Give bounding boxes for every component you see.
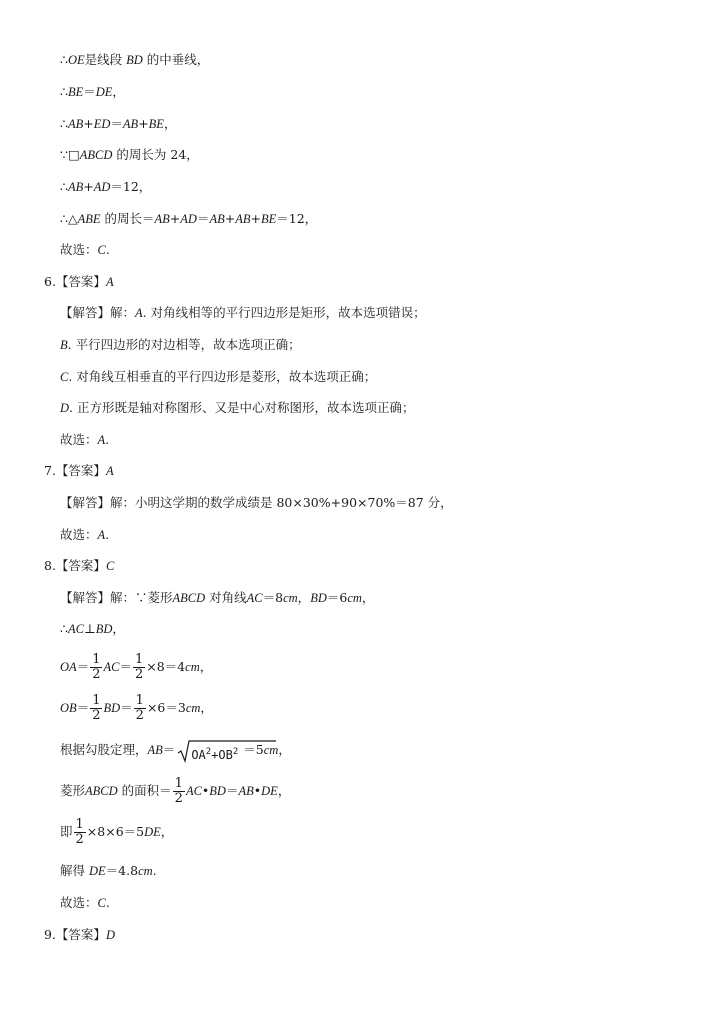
text-run: 【解答】解：小明这学期的数学成绩是 80×30%+90×70%＝87 分，	[60, 495, 453, 510]
math-var: AC	[246, 591, 263, 605]
question-answer-header	[44, 273, 114, 291]
math-var: cm	[263, 743, 279, 757]
text-run: 的周长＝	[104, 211, 155, 226]
math-var: C	[97, 896, 106, 910]
text-run: ＝	[162, 742, 176, 757]
math-var: AB	[147, 743, 163, 757]
fraction-denominator: 2	[134, 667, 144, 682]
fraction-numerator: 1	[135, 693, 144, 708]
square-root	[177, 739, 241, 763]
fraction-numerator: 1	[92, 693, 101, 708]
text-run: •	[253, 783, 262, 798]
text-line	[60, 693, 213, 723]
text-run: ，	[297, 590, 311, 605]
text-run: 故选：	[60, 432, 98, 447]
text-run: ＝4.8	[105, 863, 139, 878]
text-run: ，	[160, 824, 174, 839]
text-line	[60, 817, 173, 847]
text-line	[60, 494, 453, 512]
text-run: ∴	[60, 179, 68, 194]
text-line	[60, 336, 301, 354]
text-run: +	[83, 116, 94, 131]
text-line	[60, 894, 110, 912]
text-run: +	[250, 211, 261, 226]
text-run: +	[138, 116, 149, 131]
math-var: C	[97, 243, 106, 257]
text-run: ＝	[196, 211, 210, 226]
math-var: OB	[60, 701, 77, 715]
text-run: ∴	[60, 621, 68, 636]
math-var: A	[97, 528, 106, 542]
text-line	[60, 589, 374, 607]
math-var: AB	[238, 784, 254, 798]
text-run: ∴	[60, 116, 68, 131]
math-var: AB	[122, 117, 139, 131]
text-run: ，	[277, 783, 291, 798]
text-run: 是线段	[84, 52, 123, 67]
text-run: 解得	[60, 863, 86, 878]
fraction-numerator: 1	[92, 652, 101, 667]
text-line	[60, 178, 151, 196]
math-var: AB	[67, 180, 84, 194]
text-line	[60, 304, 426, 322]
math-var: DE	[144, 825, 161, 839]
text-run: .	[105, 242, 110, 257]
math-var: A	[135, 306, 143, 320]
math-var: A	[105, 464, 114, 478]
text-line	[60, 431, 109, 449]
math-var: AB	[235, 212, 251, 226]
text-run: 【解答】解：	[60, 305, 136, 320]
math-var: cm	[138, 864, 153, 878]
text-run: 的面积＝	[121, 783, 172, 798]
text-run: ＝	[119, 659, 132, 674]
fraction-denominator: 2	[92, 708, 101, 723]
text-line	[60, 51, 209, 69]
text-run: ＝	[120, 700, 133, 715]
text-run: +	[224, 211, 236, 226]
text-line	[60, 776, 290, 806]
math-var: AB	[154, 212, 170, 226]
text-run: ，	[199, 659, 213, 674]
text-run: 故选：	[60, 242, 98, 257]
text-run: ，	[278, 742, 291, 757]
math-var: AB	[209, 212, 225, 226]
text-run: +	[169, 211, 181, 226]
math-var: A	[105, 275, 114, 289]
text-run: ＝	[110, 116, 123, 131]
question-answer-header	[44, 557, 114, 575]
text-run: ×8＝4	[146, 659, 186, 674]
text-run: .	[105, 432, 110, 447]
fraction	[74, 818, 86, 847]
text-run: ＝12，	[276, 211, 318, 226]
text-line	[60, 241, 110, 259]
text-run: ，	[112, 84, 125, 99]
math-var: AD	[93, 180, 111, 194]
text-run: 9.【答案】	[44, 927, 106, 942]
fraction-numerator: 1	[174, 776, 183, 791]
text-run: ∵□	[60, 147, 80, 162]
math-var: A	[97, 433, 106, 447]
math-var: BD	[103, 701, 121, 715]
math-var: BE	[67, 85, 84, 99]
text-line	[60, 620, 125, 638]
question-answer-header	[44, 462, 114, 480]
text-run: 8.【答案】	[44, 558, 106, 573]
math-var: BD	[209, 784, 226, 798]
text-run: ＝5	[243, 742, 264, 757]
text-run: ，	[112, 621, 125, 636]
text-run: ，	[163, 116, 177, 131]
exponent: 2	[205, 746, 212, 757]
text-run: ＝	[225, 783, 239, 798]
math-var: BE	[260, 212, 277, 226]
text-run: . 平行四边形的对边相等，故本选项正确；	[67, 337, 301, 352]
fraction	[90, 694, 102, 723]
text-run: +	[83, 179, 94, 194]
radicand-term: +OB	[211, 747, 233, 762]
math-var: C	[60, 370, 69, 384]
math-var: OE	[67, 53, 85, 67]
text-run: 对角线	[209, 590, 247, 605]
text-run: ＝	[83, 84, 96, 99]
text-run: 故选：	[60, 895, 98, 910]
text-run: 故选：	[60, 527, 98, 542]
math-var: ABE	[77, 212, 101, 226]
math-var: AC	[67, 622, 84, 636]
fraction-denominator: 2	[135, 708, 144, 723]
math-var: AC	[103, 660, 120, 674]
text-run: 6.【答案】	[44, 274, 106, 289]
text-line	[60, 526, 109, 544]
text-run: ＝8	[262, 590, 284, 605]
text-run: . 正方形既是轴对称图形、又是中心对称图形，故本选项正确；	[69, 400, 415, 415]
fraction-denominator: 2	[92, 667, 101, 682]
text-run: ×8×6＝5	[86, 824, 145, 839]
text-run: 即	[60, 824, 73, 839]
math-var: AC	[185, 784, 202, 798]
math-var: BD	[310, 591, 327, 605]
radicand-term: OA	[191, 747, 206, 762]
math-var: DE	[89, 864, 106, 878]
math-var: C	[105, 559, 115, 573]
fraction-denominator: 2	[174, 791, 183, 806]
math-var: cm	[347, 591, 362, 605]
math-var: BE	[148, 117, 164, 131]
text-line	[60, 146, 199, 164]
question-answer-header	[44, 926, 115, 944]
fraction	[173, 777, 185, 806]
math-var: D	[60, 401, 70, 415]
math-var: DE	[261, 784, 278, 798]
text-line	[60, 368, 376, 386]
math-var: ED	[93, 117, 111, 131]
fraction	[90, 653, 102, 682]
fraction-numerator: 1	[134, 652, 144, 667]
math-var: ABCD	[85, 784, 118, 798]
math-var: ABCD	[79, 148, 113, 162]
math-var: AB	[67, 117, 84, 131]
text-line	[60, 115, 176, 133]
math-var: BD	[95, 622, 113, 636]
fraction-numerator: 1	[75, 817, 84, 832]
math-var: D	[105, 928, 115, 942]
text-run: ，	[361, 590, 375, 605]
text-run: ×6＝3	[146, 700, 186, 715]
math-var: ABCD	[172, 591, 206, 605]
text-run: ＝12，	[110, 179, 152, 194]
exponent: 2	[232, 746, 239, 757]
text-run: ∴△	[60, 211, 78, 226]
text-line	[60, 83, 125, 101]
text-run: 菱形	[60, 783, 86, 798]
text-run: ＝	[76, 700, 90, 715]
text-run: •	[201, 783, 210, 798]
math-var: DE	[95, 85, 113, 99]
text-run: 7.【答案】	[44, 463, 106, 478]
text-run: ⊥	[83, 621, 96, 636]
text-run: 【解答】解：∵菱形	[60, 590, 173, 605]
math-var: OA	[60, 660, 77, 674]
text-run: ＝	[76, 659, 90, 674]
text-run: 的周长为 24，	[116, 147, 199, 162]
fraction	[133, 653, 145, 682]
math-var: AD	[180, 212, 197, 226]
text-run: .	[152, 863, 157, 878]
math-var: cm	[185, 660, 200, 674]
text-line	[60, 862, 157, 880]
text-run: ＝6	[326, 590, 348, 605]
fraction-denominator: 2	[75, 832, 84, 847]
math-var: cm	[283, 591, 298, 605]
math-var: BD	[126, 53, 143, 67]
text-run: ∴	[60, 84, 68, 99]
text-run: ，	[200, 700, 213, 715]
text-run: 的中垂线，	[146, 52, 210, 67]
math-var: B	[60, 338, 68, 352]
text-line	[60, 210, 317, 228]
text-run: 根据勾股定理，	[60, 742, 148, 757]
text-run: ∴	[60, 52, 68, 67]
text-line	[60, 652, 212, 682]
text-run: .	[105, 895, 110, 910]
fraction	[134, 694, 146, 723]
text-run: .	[105, 527, 110, 542]
math-var: cm	[185, 701, 201, 715]
text-line	[60, 399, 414, 417]
text-line	[60, 736, 291, 764]
text-run: . 对角线互相垂直的平行四边形是菱形，故本选项正确；	[68, 369, 377, 384]
text-run: . 对角线相等的平行四边形是矩形，故本选项错误；	[142, 305, 426, 320]
radicand	[188, 739, 241, 764]
